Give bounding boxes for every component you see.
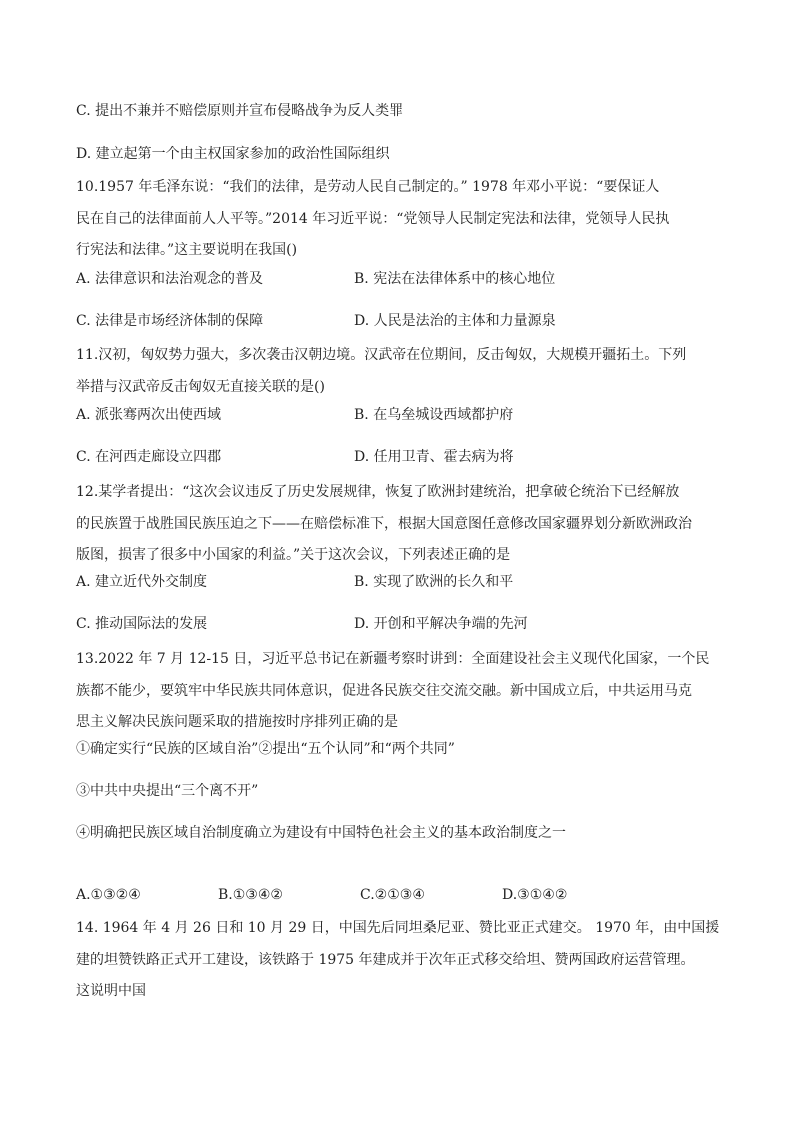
q9-option-c: C. 提出不兼并不赔偿原则并宣布侵略战争为反人类罪 xyxy=(76,103,404,119)
q10-stem-line: 民在自己的法律面前人人平等。”2014 年习近平说：“党领导人民制定宪法和法律，党领导人民执 xyxy=(76,210,670,227)
q12-option-b: B. 实现了欧洲的长久和平 xyxy=(354,574,514,590)
q12-stem xyxy=(76,477,720,572)
q10-stem-line: 行宪法和法律。”这主要说明在我国() xyxy=(76,242,298,258)
q13-item-3: ③中共中央提出“三个离不开” xyxy=(76,783,259,799)
q12-stem-line: 12.某学者提出：“这次会议违反了历史发展规律，恢复了欧洲封建统治，把拿破仑统治下已经解放 xyxy=(76,484,680,500)
q11-option-c: C. 在河西走廊设立四郡 xyxy=(76,449,222,465)
q11-option-d: D. 任用卫青、霍去病为将 xyxy=(354,449,514,465)
q13-option-a: A.①③②④ xyxy=(76,887,141,903)
q14-stem-line: 建的坦赞铁路正式开工建设，该铁路于 1975 年建成并于次年正式移交给坦、赞两国政府运营管理。 xyxy=(76,951,695,968)
q12-stem-line: 版图，损害了很多中小国家的利益。”关于这次会议，下列表述正确的是 xyxy=(76,547,511,563)
q11-stem-line: 11.汉初，匈奴势力强大，多次袭击汉朝边境。汉武帝在位期间，反击匈奴，大规模开疆拓土。下列 xyxy=(76,347,687,363)
q10-option-a: A. 法律意识和法治观念的普及 xyxy=(76,271,264,287)
q14-stem-line: 14. 1964 年 4 月 26 日和 10 月 29 日，中国先后同坦桑尼亚、赞比亚正式建交。 1970 年，由中国援 xyxy=(76,920,720,936)
q10-option-b: B. 宪法在法律体系中的核心地位 xyxy=(354,271,556,287)
q12-stem-line: 的民族置于战胜国民族压迫之下——在赔偿标准下，根据大国意图任意修改国家疆界划分新欧洲政治 xyxy=(76,515,692,532)
q12-option-a: A. 建立近代外交制度 xyxy=(76,574,208,590)
q13-options-row xyxy=(76,885,644,905)
q13-item-4: ④明确把民族区域自治制度确立为建设有中国特色社会主义的基本政治制度之一 xyxy=(76,825,566,841)
q13-stem-line: 思主义解决民族问题采取的措施按时序排列正确的是 xyxy=(76,714,398,730)
q11-option-a: A. 派张骞两次出使西域 xyxy=(76,407,222,423)
q13-option-c: C.②①③④ xyxy=(360,887,425,903)
q14-stem-line: 这说明中国 xyxy=(76,983,146,999)
q11-stem xyxy=(76,340,720,403)
q11-option-b: B. 在乌垒城设西域都护府 xyxy=(354,407,514,423)
q13-option-b: B.①③④② xyxy=(218,887,283,903)
q13-stem-line: 族都不能少，要筑牢中华民族共同体意识，促进各民族交往交流交融。新中国成立后，中共运用马克 xyxy=(76,682,692,699)
q10-option-d: D. 人民是法治的主体和力量源泉 xyxy=(354,313,556,329)
q13-stem xyxy=(76,644,720,739)
q13-item-1-2: ①确定实行“民族的区域自治”②提出“五个认同”和“两个共同” xyxy=(76,741,455,757)
q13-option-d: D.③①④② xyxy=(502,887,568,903)
q13-stem-line: 13.2022 年 7 月 12-15 日，习近平总书记在新疆考察时讲到：全面建设社会主义现代化国家，一个民 xyxy=(76,651,710,667)
q11-stem-line: 举措与汉武帝反击匈奴无直接关联的是() xyxy=(76,378,325,395)
q12-option-d: D. 开创和平解决争端的先河 xyxy=(354,616,528,632)
q10-stem-line: 10.1957 年毛泽东说：“我们的法律，是劳动人民自己制定的。” 1978 年邓小平说：“要保证人 xyxy=(76,179,660,195)
q14-stem xyxy=(76,913,720,1008)
q10-option-c: C. 法律是市场经济体制的保障 xyxy=(76,313,264,329)
q12-option-c: C. 推动国际法的发展 xyxy=(76,616,208,632)
q10-stem xyxy=(76,172,720,267)
q9-option-d: D. 建立起第一个由主权国家参加的政治性国际组织 xyxy=(76,146,390,162)
